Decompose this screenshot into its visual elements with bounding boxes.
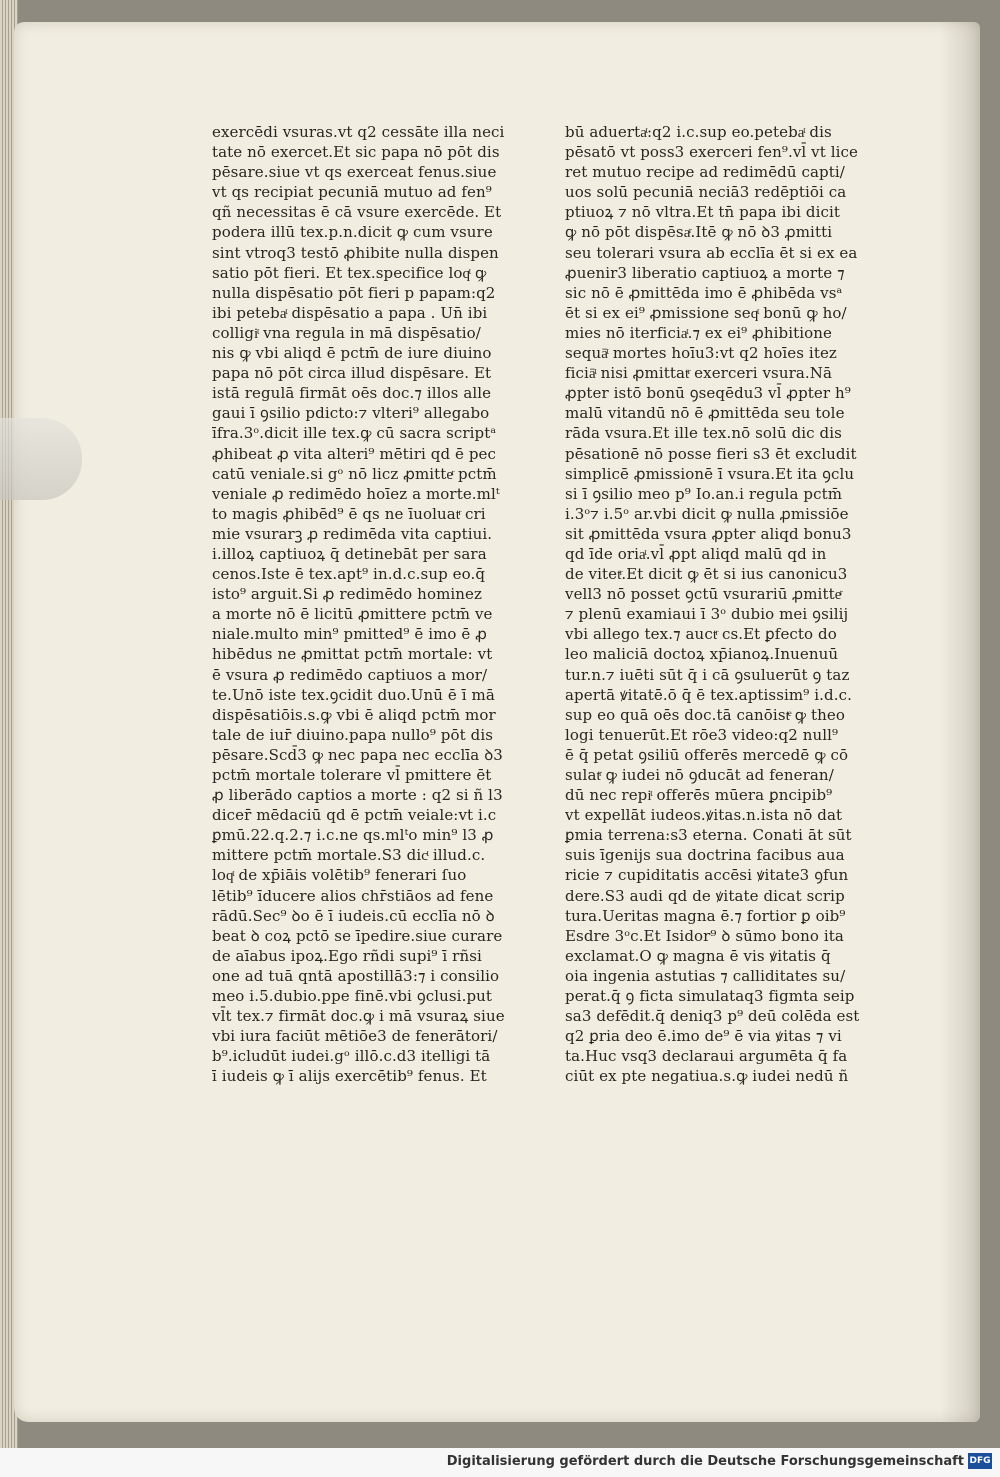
text-line: sequāͭ mortes hoīu3:vt q2 hoīes itez (565, 344, 837, 363)
text-line: apertā ꝟitatē.ō q̄ ē tex.aptissim⁹ i.d.c. (565, 685, 852, 704)
text-line: lētib⁹ īducere alios chr̄stiāos ad fene (212, 886, 494, 905)
text-line: vbi iura faciūt mētiōe3 de fenerātori/ (212, 1027, 498, 1046)
text-line: ꝓ liberādo captios a morte : q2 si ñ l3 (212, 786, 503, 805)
text-line: exclamat.O ꝙ magna ē vis ꝟitatis q̄ (565, 946, 831, 965)
text-line: ciūt ex pte negatiua.s.ꝙ iudei nedū ñ (565, 1067, 849, 1086)
text-line: ta.Huc vsq3 declaraui argumēta q̄ fa (565, 1047, 848, 1066)
text-line: nis ꝙ vbi aliqd ē pctm̄ de iure diuino (212, 344, 492, 363)
text-line: rāda vsura.Et ille tex.nō solū dic dis (565, 424, 842, 443)
text-line: mie vsurarꝫ ꝓ redimēda vita captiui. (212, 524, 493, 543)
text-line: si ī ꝯsilio meo p⁹ Io.an.i regula pctm̄ (565, 484, 843, 503)
text-line: podera illū tex.p.n.dicit ꝙ cum vsure (212, 223, 493, 242)
text-line: ī iudeis ꝙ ī alijs exercētib⁹ fenus. Et (212, 1067, 487, 1086)
text-line: pctm̄ mortale tolerare vl̄ pmittere ēt (212, 766, 492, 784)
text-line: colligiͭ vna regula in mā dispēsatio/ (212, 323, 481, 342)
text-line: ret mutuo recipe ad redimēdū capti/ (565, 163, 845, 182)
text-line: ⁊ plenū examiaui ī 3ᵒ dubio mei ꝯsilij (565, 605, 849, 624)
text-line: i.3ᵒ⁊ i.5ᵒ ar.vbi dicit ꝙ nulla ꝓmissiōe (565, 504, 849, 523)
text-line: tura.Ueritas magna ē.⁊ fortior ꝑ oib⁹ (565, 906, 846, 925)
text-line: ꝓhibeat ꝓ vita alteri⁹ mētiri qd ē pec (212, 444, 497, 463)
text-line: ꝑmia terrena:s3 eterna. Conati āt sūt (565, 826, 852, 845)
left-text-column (212, 122, 552, 1087)
text-line: īfra.3ᵒ.dicit ille tex.ꝙ cū sacra scriptᵃ (212, 424, 497, 443)
text-line: mittere pctm̄ mortale.S3 dicͭ illud.c. (212, 846, 486, 865)
text-line: te.Unō iste tex.ꝯcidit duo.Unū ē ī mā (212, 685, 495, 704)
gutter-shadow (940, 22, 980, 1422)
text-line: ficiāͭ nisi ꝓmittatͬ exerceri vsura.Nā (565, 364, 833, 383)
text-line: pēsare.Scd̄3 ꝙ nec papa nec ecclīa ꝺ3 (212, 745, 503, 764)
text-line: dū nec repiͭ offerēs mūera ꝑncipib⁹ (565, 786, 833, 805)
text-line: catū veniale.si gᵒ nō licz ꝓmitteͬ pctm̄ (212, 464, 497, 483)
text-line: sulatͬ ꝙ iudei nō ꝯducāt ad feneran/ (565, 766, 834, 784)
text-line: tale de iur̄ diuino.papa nullo⁹ pōt dis (212, 725, 494, 744)
text-line: q2 ꝑria deo ē.imo de⁹ ē via ꝟitas ⁊ vi (565, 1027, 842, 1046)
text-line: de aīabus ipoꝝ.Ego rñdi supi⁹ ī rñsi (212, 946, 482, 965)
text-line: rādū.Sec⁹ ꝺo ē ī iudeis.cū ecclīa nō ꝺ (212, 906, 495, 925)
text-line: ꝓpter istō bonū ꝯseqēdu3 vl̄ ꝓpter h⁹ (565, 384, 851, 403)
text-line: vl̄t tex.⁊ firmāt doc.ꝙ i mā vsuraꝝ siue (212, 1007, 505, 1026)
text-line: pēsationē nō posse fieri s3 ēt excludit (565, 444, 857, 463)
text-line: i.illoꝝ captiuoꝝ q̄ detinebāt per sara (212, 544, 487, 563)
text-line: dispēsatiōis.s.ꝙ vbi ē aliqd pctm̄ mor (212, 705, 496, 724)
text-line: loqͭ de xp̄iāis volētib⁹ fenerari ſuo (212, 866, 467, 885)
text-line: ēt si ex ei⁹ ꝓmissione seqͭ bonū ꝙ ho/ (565, 303, 847, 322)
text-line: sint vtroq3 testō ꝓhibite nulla dispen (212, 243, 499, 262)
text-line: uos solū pecuniā neciā3 redēptiōi ca (565, 183, 847, 202)
text-line: malū vitandū nō ē ꝓmittēda seu tole (565, 404, 845, 423)
text-line: ricie ⁊ cupiditatis accēsi ꝟitate3 ꝯfun (565, 866, 849, 885)
text-line: ptiuoꝝ ⁊ nō vltra.Et tn̄ papa ibi dicit (565, 203, 840, 222)
text-line: tate nō exercet.Et sic papa nō pōt dis (212, 143, 500, 162)
text-line: isto⁹ arguit.Si ꝓ redimēdo hominez (212, 585, 483, 604)
text-line: vbi allego tex.⁊ auctͬ cs.Et ꝑfecto do (565, 625, 837, 644)
text-line: logi tenuerūt.Et rōe3 video:q2 null⁹ (565, 725, 839, 744)
text-line: ibi petebaͭ dispēsatio a papa . Un̄ ibi (212, 303, 488, 322)
text-line: gaui ī ꝯsilio pdicto:⁊ vlteri⁹ allegabo (212, 404, 490, 423)
text-line: tur.n.⁊ iuēti sūt q̄ i cā ꝯsuluerūt ꝯ taz (565, 665, 850, 684)
text-line: ē vsura ꝓ redimēdo captiuos a mor/ (212, 665, 488, 684)
text-line: perat.q̄ ꝯ ficta simulataq3 figmta seip (565, 987, 855, 1006)
text-line: dere.S3 audi qd de ꝟitate dicat scrip (565, 886, 845, 905)
text-line: bū aduertaͭ:q2 i.c.sup eo.petebaͭ dis (565, 123, 832, 141)
text-line: sup eo quā oēs doc.tā canōistͤ ꝙ theo (565, 705, 845, 724)
text-line: ꝓuenir3 liberatio captiuoꝝ a morte ⁊ (565, 263, 845, 282)
text-line: leo maliciā doctoꝝ xp̄ianoꝝ.Inuenuū (565, 645, 839, 664)
text-line: Esdre 3ᵒc.Et Isidor⁹ ꝺ sūmo bono ita (565, 926, 844, 945)
text-line: mies nō iterficiaͭ.⁊ ex ei⁹ ꝓhibitione (565, 323, 833, 342)
text-line: vell3 nō posset ꝯctū vsurariū ꝓmitteͬ (565, 585, 842, 604)
text-line: ē q̄ petat ꝯsiliū offerēs mercedē ꝙ cō (565, 745, 849, 764)
text-line: de vitetͬ.Et dicit ꝙ ēt si ius canonicu3 (565, 565, 848, 584)
text-line: sit ꝓmittēda vsura ꝓpter aliqd bonu3 (565, 524, 852, 543)
text-line: pēsare.siue vt qs exerceat fenus.siue (212, 163, 497, 182)
text-line: meo i.5.dubio.ppe finē.vbi ꝯclusi.put (212, 987, 493, 1006)
text-line: satio pōt fieri. Et tex.specifice loqͭ ꝙ (212, 263, 487, 282)
footer-bar (0, 1448, 1000, 1477)
text-line: sic nō ē ꝓmittēda imo ē ꝓhibēda vsᵃ (565, 283, 843, 302)
text-line: hibēdus ne ꝓmittat pctm̄ mortale: vt (212, 645, 493, 664)
text-line: veniale ꝓ redimēdo hoīez a morte.mlᵗ (212, 484, 500, 503)
text-line: sa3 defēdit.q̄ deniq3 p⁹ deū colēda est (565, 1007, 860, 1026)
text-line: qd īde oriaͭ.vl̄ ꝓpt aliqd malū qd in (565, 544, 827, 563)
text-line: simplicē ꝓmissionē ī vsura.Et ita ꝯclu (565, 464, 855, 483)
footer-credit: Digitalisierung gefördert durch die Deutsche Forschungsgemeinschaft (446, 1454, 964, 1469)
text-line: dicer̄ mēdaciū qd ē pctm̄ veiale:vt i.c (212, 806, 497, 825)
text-line: cenos.Iste ē tex.apt⁹ in.d.c.sup eo.q̄ (212, 565, 486, 584)
text-line: qñ necessitas ē cā vsure exercēde. Et (212, 203, 502, 222)
dfg-logo: DFG (968, 1453, 992, 1469)
text-line: pēsatō vt poss3 exerceri fen⁹.vl̄ vt lice (565, 143, 859, 162)
text-line: exercēdi vsuras.vt q2 cessāte illa neci (212, 123, 505, 141)
text-line: ꝙ nō pōt dispēsaͬ.Itē ꝙ nō ꝺ3 ꝓmitti (565, 223, 833, 242)
text-line: nulla dispēsatio pōt fieri p papam:q2 (212, 283, 496, 302)
text-line: vt expellāt iudeos.ꝟitas.n.ista nō dat (565, 806, 843, 825)
text-line: to magis ꝓhibēd⁹ ē qs ne īuoluatͬ cri (212, 504, 486, 523)
text-line: istā regulā firmāt oēs doc.⁊ illos alle (212, 384, 492, 403)
text-line: a morte nō ē licitū ꝓmittere pctm̄ ve (212, 605, 493, 624)
right-text-column (565, 122, 895, 1087)
text-line: one ad tuā qntā apostillā3:⁊ i consilio (212, 966, 500, 985)
text-line: papa nō pōt circa illud dispēsare. Et (212, 364, 492, 383)
text-line: seu tolerari vsura ab ecclīa ēt si ex ea (565, 243, 858, 262)
text-line: oia ingenia astutias ⁊ calliditates su/ (565, 966, 846, 985)
text-line: vt qs recipiat pecuniā mutuo ad fen⁹ (212, 183, 492, 202)
text-line: suis īgenijs sua doctrina facibus aua (565, 846, 845, 865)
text-line: ꝑmū.22.q.2.⁊ i.c.ne qs.mlᵗo min⁹ l3 ꝓ (212, 826, 494, 845)
text-line: niale.multo min⁹ pmitted⁹ ē imo ē ꝓ (212, 625, 487, 644)
text-line: beat ꝺ coꝝ pctō se īpedire.siue curare (212, 926, 503, 945)
page-clip (0, 418, 82, 500)
text-line: b⁹.icludūt iudei.gᵒ illō.c.d3 itelligi tā (212, 1047, 491, 1066)
